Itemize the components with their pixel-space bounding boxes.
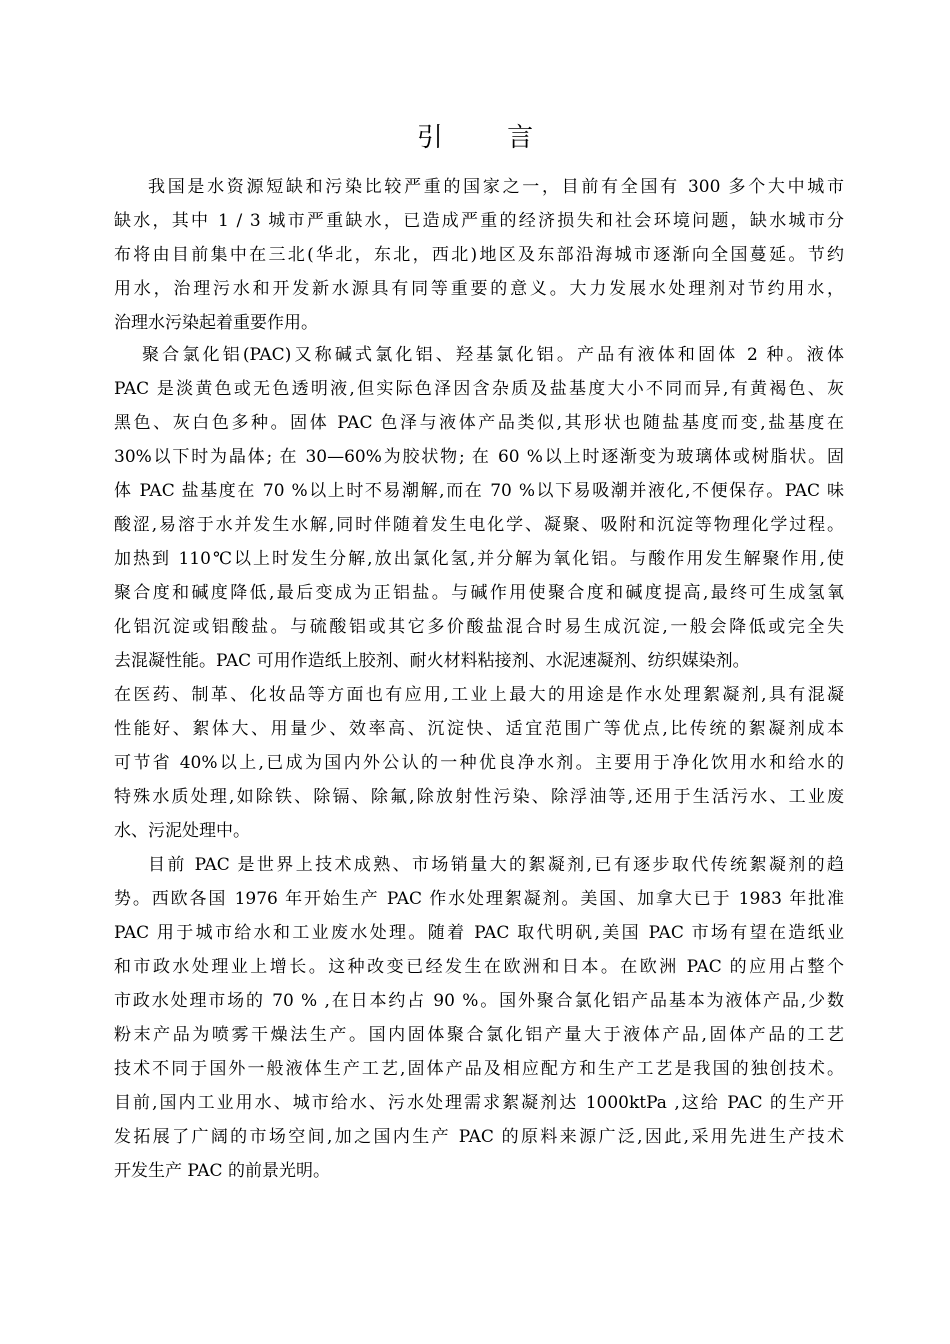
paragraph-line: 缺水，其中 1 / 3 城市严重缺水，已造成严重的经济损失和社会环境问题，缺水城市分 — [114, 211, 844, 231]
paragraph-line: 技术不同于国外一般液体生产工艺,固体产品及相应配方和生产工艺是我国的独创技术。 — [114, 1059, 844, 1079]
paragraph-line: 开发生产 PAC 的前景光明。 — [114, 1161, 330, 1181]
paragraph-water-shortage — [114, 170, 844, 340]
paragraph-line: 聚合氯化铝(PAC)又称碱式氯化铝、羟基氯化铝。产品有液体和固体 2 种。液体 — [142, 345, 844, 365]
paragraph-line: 可节省 40%以上,已成为国内外公认的一种优良净水剂。主要用于净化饮用水和给水的 — [114, 753, 844, 773]
paragraph-line: 目前,国内工业用水、城市给水、污水处理需求絮凝剂达 1000ktPa ,这给 PAC 的生产开 — [114, 1093, 844, 1113]
paragraph-pac-properties — [114, 338, 844, 848]
paragraph-line: 用水，治理污水和开发新水源具有同等重要的意义。大力发展水处理剂对节约用水， — [114, 279, 844, 299]
paragraph-line: 势。西欧各国 1976 年开始生产 PAC 作水处理絮凝剂。美国、加拿大已于 1983 年批准 — [114, 889, 844, 909]
paragraph-line: 聚合度和碱度降低,最后变成为正铝盐。与碱作用使聚合度和碱度提高,最终可生成氢氧 — [114, 583, 844, 603]
paragraph-line: 30%以下时为晶体; 在 30—60%为胶状物; 在 60 %以上时逐渐变为玻璃体或树脂状。固 — [114, 447, 844, 467]
paragraph-line: PAC 是淡黄色或无色透明液,但实际色泽因含杂质及盐基度大小不同而异,有黄褐色、灰 — [114, 379, 844, 399]
paragraph-line: 和市政水处理业上增长。这种改变已经发生在欧洲和日本。在欧洲 PAC 的应用占整个 — [114, 957, 844, 977]
paragraph-line: 粉末产品为喷雾干燥法生产。国内固体聚合氯化铝产量大于液体产品,固体产品的工艺 — [114, 1025, 844, 1045]
paragraph-line: 目前 PAC 是世界上技术成熟、市场销量大的絮凝剂,已有逐步取代传统絮凝剂的趋 — [148, 855, 844, 875]
paragraph-line: 性能好、絮体大、用量少、效率高、沉淀快、适宜范围广等优点,比传统的絮凝剂成本 — [114, 719, 844, 739]
paragraph-line: 我国是水资源短缺和污染比较严重的国家之一，目前有全国有 300 多个大中城市 — [148, 177, 844, 197]
paragraph-line: 布将由目前集中在三北(华北，东北，西北)地区及东部沿海城市逐渐向全国蔓延。节约 — [114, 245, 844, 265]
paragraph-line: 在医药、制革、化妆品等方面也有应用,工业上最大的用途是作水处理絮凝剂,具有混凝 — [114, 685, 844, 705]
page-title: 引 言 — [416, 123, 562, 153]
paragraph-line: 水、污泥处理中。 — [114, 821, 250, 841]
paragraph-line: PAC 用于城市给水和工业废水处理。随着 PAC 取代明矾,美国 PAC 市场有望在造纸业 — [114, 923, 844, 943]
paragraph-line: 市政水处理市场的 70 % ,在日本约占 90 %。国外聚合氯化铝产品基本为液体产品,少数 — [114, 991, 844, 1011]
paragraph-line: 特殊水质处理,如除铁、除镉、除氟,除放射性污染、除浮油等,还用于生活污水、工业废 — [114, 787, 844, 807]
paragraph-line: 化铝沉淀或铝酸盐。与硫酸铝或其它多价酸盐混合时易生成沉淀,一般会降低或完全失 — [114, 617, 844, 637]
paragraph-line: 酸涩,易溶于水并发生水解,同时伴随着发生电化学、凝聚、吸附和沉淀等物理化学过程。 — [114, 515, 844, 535]
paragraph-line: 黑色、灰白色多种。固体 PAC 色泽与液体产品类似,其形状也随盐基度而变,盐基度在 — [114, 413, 844, 433]
paragraph-line: 发拓展了广阔的市场空间,加之国内生产 PAC 的原料来源广泛,因此,采用先进生产技术 — [114, 1127, 844, 1147]
paragraph-line: 去混凝性能。PAC 可用作造纸上胶剂、耐火材料粘接剂、水泥速凝剂、纺织媒染剂。 — [114, 651, 750, 671]
paragraph-line: 治理水污染起着重要作用。 — [114, 313, 318, 333]
paragraph-pac-market — [114, 848, 844, 1188]
paragraph-line: 加热到 110℃以上时发生分解,放出氯化氢,并分解为氧化铝。与酸作用发生解聚作用,使 — [114, 549, 844, 569]
paragraph-line: 体 PAC 盐基度在 70 %以上时不易潮解,而在 70 %以下易吸潮并液化,不便保存。PAC 味 — [114, 481, 844, 501]
